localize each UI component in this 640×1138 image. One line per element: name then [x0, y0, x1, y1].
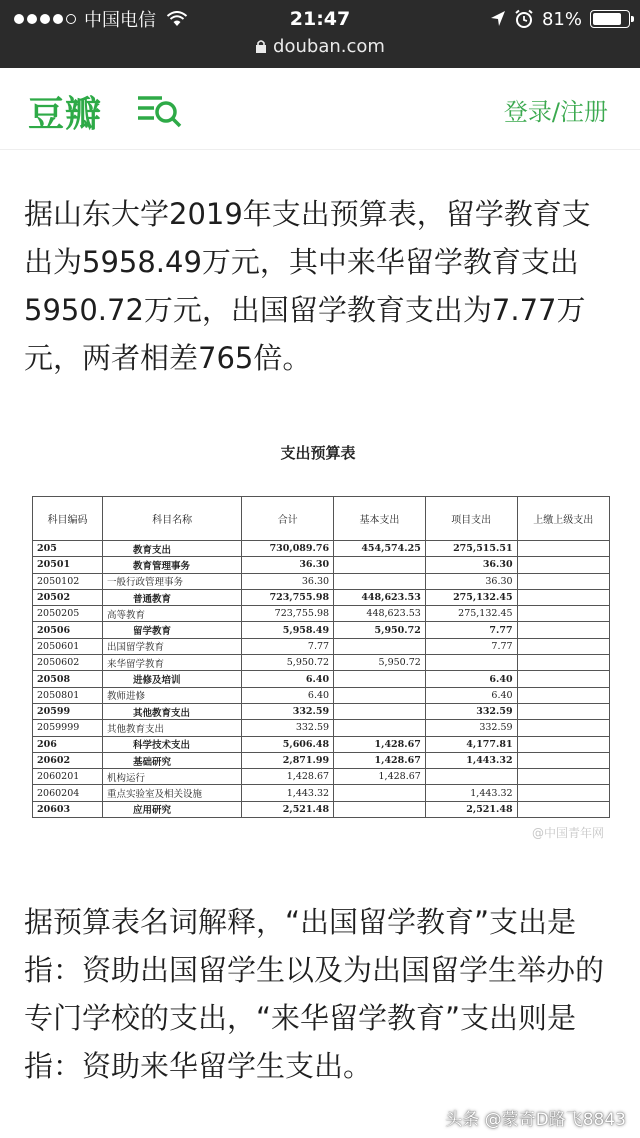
table-cell-code: 2059999 [33, 720, 103, 736]
carrier-name: 中国电信 [84, 10, 156, 31]
table-cell-basic [334, 720, 426, 736]
table-cell-upper [517, 557, 609, 573]
table-cell-basic [334, 671, 426, 687]
table-row [33, 720, 610, 736]
table-cell-total: 5,606.48 [242, 736, 334, 752]
clock: 21:47 [289, 8, 351, 30]
table-row [33, 541, 610, 557]
url-domain: douban.com [273, 36, 385, 57]
site-header [0, 68, 640, 150]
table-cell-name: 高等教育 [103, 606, 242, 622]
budget-table [32, 496, 610, 818]
table-cell-total: 332.59 [242, 703, 334, 719]
table-cell-code: 2050602 [33, 655, 103, 671]
table-cell-name: 进修及培训 [103, 671, 242, 687]
table-cell-project: 7.77 [425, 622, 517, 638]
table-cell-upper [517, 769, 609, 785]
table-row [33, 622, 610, 638]
table-header-cell: 项目支出 [425, 497, 517, 541]
table-row [33, 752, 610, 768]
table-cell-total: 7.77 [242, 638, 334, 654]
table-cell-name: 出国留学教育 [103, 638, 242, 654]
table-cell-name: 科学技术支出 [103, 736, 242, 752]
table-row [33, 606, 610, 622]
table-cell-name: 留学教育 [103, 622, 242, 638]
footer-watermark: 头条 @蒙奇D路飞8843 [445, 1110, 626, 1130]
login-register-link[interactable]: 登录/注册 [503, 98, 608, 126]
table-cell-code: 2060201 [33, 769, 103, 785]
table-cell-basic: 5,950.72 [334, 622, 426, 638]
table-row [33, 801, 610, 817]
table-cell-project [425, 769, 517, 785]
table-row [33, 557, 610, 573]
table-cell-basic [334, 785, 426, 801]
table-cell-total: 36.30 [242, 557, 334, 573]
table-cell-basic: 448,623.53 [334, 589, 426, 605]
table-cell-total: 723,755.98 [242, 606, 334, 622]
location-arrow-icon [490, 10, 506, 28]
table-cell-total: 6.40 [242, 687, 334, 703]
table-cell-basic: 1,428.67 [334, 769, 426, 785]
douban-logo[interactable]: 豆瓣 [28, 94, 103, 135]
table-cell-project: 7.77 [425, 638, 517, 654]
table-row [33, 769, 610, 785]
table-cell-project: 36.30 [425, 573, 517, 589]
table-cell-upper [517, 687, 609, 703]
table-cell-upper [517, 671, 609, 687]
table-row [33, 671, 610, 687]
table-cell-upper [517, 622, 609, 638]
table-cell-total: 730,089.76 [242, 541, 334, 557]
table-cell-basic: 1,428.67 [334, 752, 426, 768]
table-cell-project: 1,443.32 [425, 752, 517, 768]
table-cell-basic: 454,574.25 [334, 541, 426, 557]
table-cell-project: 275,132.45 [425, 606, 517, 622]
table-cell-upper [517, 752, 609, 768]
table-cell-basic [334, 703, 426, 719]
table-cell-project: 1,443.32 [425, 785, 517, 801]
table-cell-name: 教师进修 [103, 687, 242, 703]
table-cell-total: 332.59 [242, 720, 334, 736]
table-row [33, 785, 610, 801]
table-cell-total: 723,755.98 [242, 589, 334, 605]
address-bar[interactable] [0, 36, 640, 57]
table-header-cell: 上缴上级支出 [517, 497, 609, 541]
table-cell-basic [334, 801, 426, 817]
status-bar [0, 6, 640, 32]
table-cell-upper [517, 655, 609, 671]
table-cell-basic [334, 687, 426, 703]
table-cell-code: 20501 [33, 557, 103, 573]
table-header-cell: 科目编码 [33, 497, 103, 541]
table-cell-upper [517, 541, 609, 557]
battery-icon [590, 10, 630, 28]
table-cell-name: 重点实验室及相关设施 [103, 785, 242, 801]
table-cell-basic [334, 573, 426, 589]
table-header-cell: 基本支出 [334, 497, 426, 541]
table-cell-basic: 448,623.53 [334, 606, 426, 622]
table-cell-project: 275,132.45 [425, 589, 517, 605]
table-cell-total: 5,950.72 [242, 655, 334, 671]
table-cell-name: 教育支出 [103, 541, 242, 557]
table-cell-total: 5,958.49 [242, 622, 334, 638]
table-cell-code: 206 [33, 736, 103, 752]
table-cell-code: 2050801 [33, 687, 103, 703]
table-row [33, 736, 610, 752]
table-watermark: @中国青年网 [531, 826, 604, 840]
table-cell-total: 2,521.48 [242, 801, 334, 817]
table-cell-name: 其他教育支出 [103, 703, 242, 719]
table-cell-code: 205 [33, 541, 103, 557]
table-cell-name: 教育管理事务 [103, 557, 242, 573]
table-cell-upper [517, 589, 609, 605]
table-cell-name: 基础研究 [103, 752, 242, 768]
table-cell-project: 2,521.48 [425, 801, 517, 817]
alarm-icon [514, 9, 534, 29]
table-cell-upper [517, 785, 609, 801]
table-row [33, 573, 610, 589]
table-cell-project: 6.40 [425, 687, 517, 703]
menu-search-icon[interactable] [136, 90, 184, 130]
table-cell-name: 来华留学教育 [103, 655, 242, 671]
table-cell-name: 一般行政管理事务 [103, 573, 242, 589]
table-cell-project: 275,515.51 [425, 541, 517, 557]
table-cell-project: 332.59 [425, 703, 517, 719]
table-row [33, 655, 610, 671]
table-row [33, 589, 610, 605]
table-cell-upper [517, 720, 609, 736]
table-row [33, 687, 610, 703]
table-cell-project [425, 655, 517, 671]
budget-table-image [20, 420, 616, 860]
table-cell-code: 20602 [33, 752, 103, 768]
table-cell-total: 2,871.99 [242, 752, 334, 768]
table-cell-project: 6.40 [425, 671, 517, 687]
table-cell-code: 20506 [33, 622, 103, 638]
browser-top-bar [0, 0, 640, 68]
table-cell-upper [517, 573, 609, 589]
table-cell-upper [517, 736, 609, 752]
table-cell-project: 332.59 [425, 720, 517, 736]
table-cell-upper [517, 638, 609, 654]
table-cell-code: 20599 [33, 703, 103, 719]
table-row [33, 703, 610, 719]
table-cell-code: 2050102 [33, 573, 103, 589]
table-cell-code: 2060204 [33, 785, 103, 801]
table-cell-name: 其他教育支出 [103, 720, 242, 736]
lock-icon [255, 39, 267, 54]
article-paragraph-1: 据山东大学2019年支出预算表，留学教育支出为5958.49万元，其中来华留学教育支出5950.72万元，出国留学教育支出为7.77万元，两者相差765倍。 [24, 197, 591, 375]
table-cell-code: 20603 [33, 801, 103, 817]
table-cell-upper [517, 703, 609, 719]
table-header-cell: 合计 [242, 497, 334, 541]
table-cell-name: 机构运行 [103, 769, 242, 785]
table-cell-code: 2050601 [33, 638, 103, 654]
table-cell-code: 20502 [33, 589, 103, 605]
table-header-cell: 科目名称 [103, 497, 242, 541]
table-cell-basic: 1,428.67 [334, 736, 426, 752]
table-row [33, 638, 610, 654]
table-cell-code: 2050205 [33, 606, 103, 622]
table-cell-basic [334, 638, 426, 654]
table-cell-code: 20508 [33, 671, 103, 687]
battery-percent: 81% [541, 8, 582, 30]
table-cell-name: 普通教育 [103, 589, 242, 605]
article-paragraph-2: 据预算表名词解释，“出国留学教育”支出是指：资助出国留学生以及为出国留学生举办的专门学校的支出，“来华留学教育”支出则是指：资助来华留学生支出。 [24, 905, 605, 1083]
table-cell-total: 6.40 [242, 671, 334, 687]
table-cell-name: 应用研究 [103, 801, 242, 817]
table-cell-total: 1,428.67 [242, 769, 334, 785]
table-cell-basic: 5,950.72 [334, 655, 426, 671]
table-cell-project: 4,177.81 [425, 736, 517, 752]
table-cell-upper [517, 606, 609, 622]
table-cell-project: 36.30 [425, 557, 517, 573]
table-cell-total: 36.30 [242, 573, 334, 589]
table-cell-basic [334, 557, 426, 573]
table-title: 支出预算表 [280, 444, 356, 462]
table-cell-total: 1,443.32 [242, 785, 334, 801]
table-cell-upper [517, 801, 609, 817]
